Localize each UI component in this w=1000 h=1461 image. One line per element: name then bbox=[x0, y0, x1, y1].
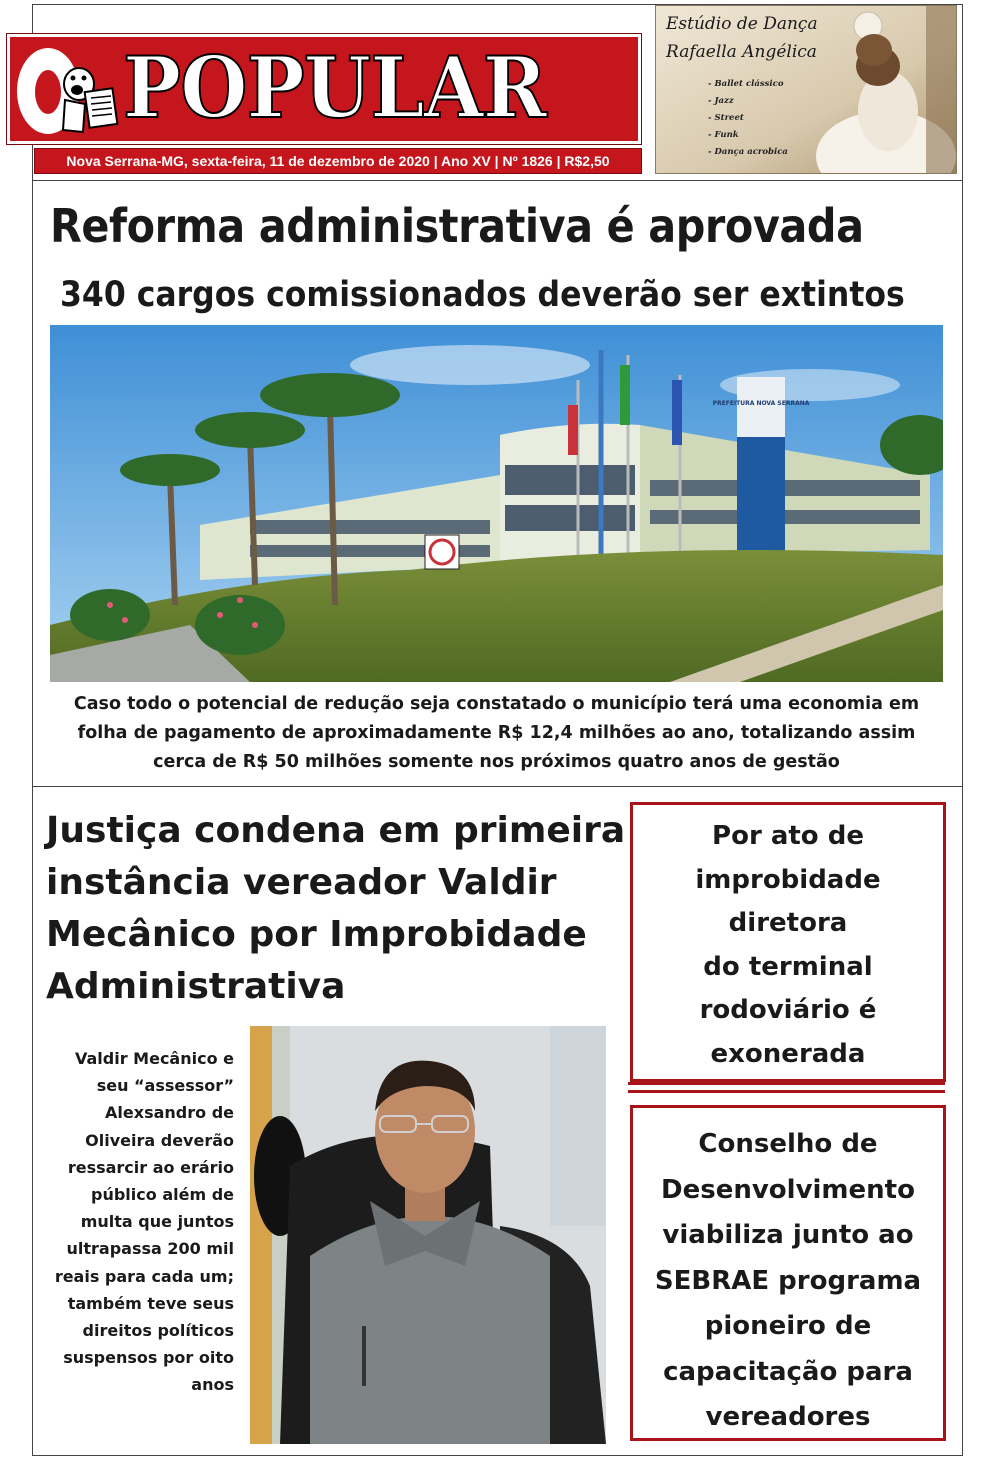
councilman-photo[interactable] bbox=[250, 1026, 606, 1444]
divider-top bbox=[33, 180, 963, 181]
ad-class-item: - Jazz bbox=[708, 93, 788, 110]
separator-line bbox=[628, 1090, 945, 1093]
city-hall-illustration bbox=[50, 325, 943, 682]
lead-subheadline[interactable]: 340 cargos comissionados deverão ser extintos bbox=[60, 275, 905, 315]
sebrae-box[interactable] bbox=[630, 1105, 946, 1441]
masthead-logo[interactable] bbox=[6, 33, 642, 145]
ad-title-line1: Estúdio de Dança bbox=[666, 14, 818, 34]
lead-caption: Caso todo o potencial de redução seja constatado o município terá uma economia em folha de pagamento de aproximadamente R$ 12,4 milhões ao ano, totalizando assim cerca de R$ 50 milhões somente nos próximos quatro anos de gestão bbox=[73, 694, 920, 772]
ad-classes-list bbox=[708, 76, 788, 161]
box-separator-lines bbox=[628, 1082, 945, 1098]
divider-middle bbox=[33, 786, 963, 787]
councilman-portrait bbox=[250, 1026, 606, 1444]
ad-class-item: - Ballet clássico bbox=[708, 76, 788, 93]
city-hall-photo[interactable] bbox=[50, 325, 943, 682]
dateline: Nova Serrana-MG, sexta-feira, 11 de dezembro de 2020 | Ano XV | Nº 1826 | R$2,50 bbox=[34, 148, 642, 174]
separator-line bbox=[628, 1082, 945, 1085]
sebrae-text: Conselho de Desenvolvimento viabiliza junto ao SEBRAE programa pioneiro de capacitação para vereadores bbox=[654, 1129, 922, 1432]
ad-title-line2: Rafaella Angélica bbox=[666, 42, 817, 62]
court-headline[interactable]: Justiça condena em primeira instância vereador Valdir Mecânico por Improbidade Administrativa bbox=[46, 810, 626, 1007]
exoneration-box[interactable] bbox=[630, 802, 946, 1082]
ad-class-item: - Dança acrobica bbox=[708, 144, 788, 161]
exoneration-text: Por ato de improbidade diretora do terminal rodoviário é exonerada bbox=[695, 821, 881, 1069]
lead-headline[interactable]: Reforma administrativa é aprovada bbox=[50, 199, 864, 253]
ad-class-item: - Street bbox=[708, 110, 788, 127]
ad-class-item: - Funk bbox=[708, 127, 788, 144]
dance-studio-ad[interactable] bbox=[655, 5, 957, 174]
logo-wordmark: POPULAR bbox=[123, 38, 547, 137]
newsboy-mascot-icon bbox=[55, 64, 119, 134]
sign-text: PREFEITURA NOVA SERRANA bbox=[712, 400, 810, 407]
court-caption: Valdir Mecânico e seu “assessor” Alexsandro de Oliveira deverão ressarcir ao erário público além de multa que juntos ultrapassa 200 mil reais para cada um; também teve seus direitos políticos suspensos por oito anos bbox=[54, 1049, 234, 1395]
